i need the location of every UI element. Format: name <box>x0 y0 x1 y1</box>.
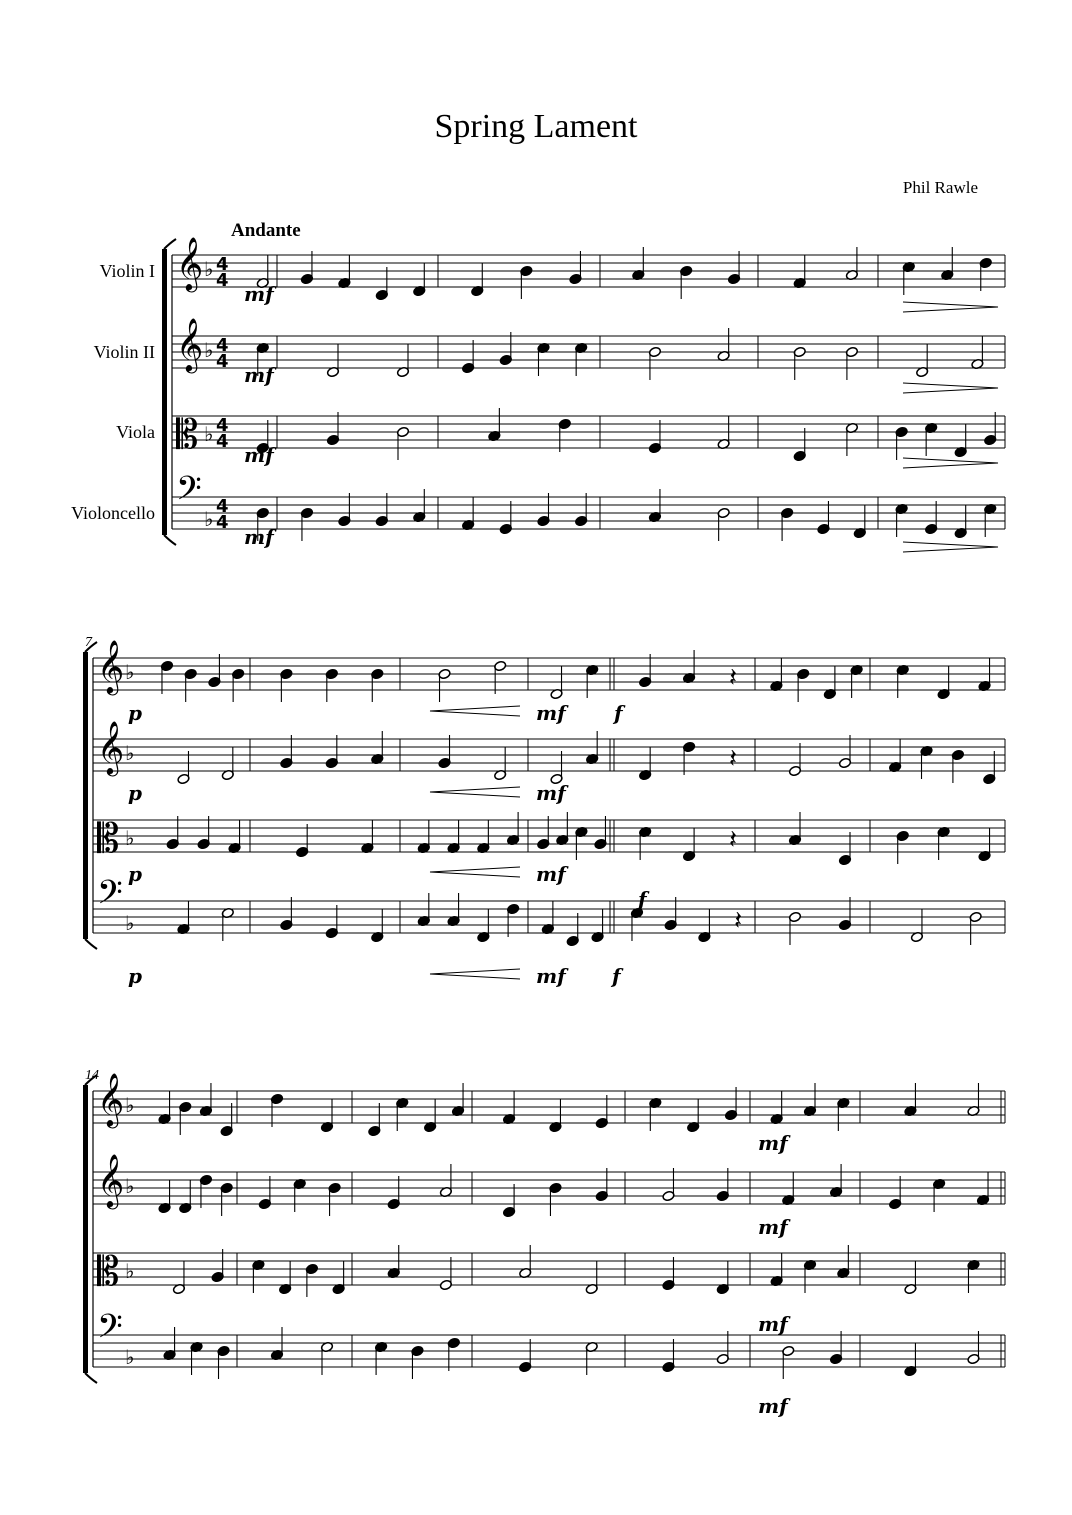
staff-2 <box>93 720 1005 776</box>
dynamic-mf: mf <box>536 862 566 886</box>
decrescendo-hairpin <box>903 542 998 552</box>
system-bracket <box>83 652 88 939</box>
bass-clef-icon: 𝄢 <box>176 470 202 516</box>
key-signature-flat-icon: ♭ <box>125 826 135 850</box>
key-signature-flat-icon: ♭ <box>204 422 214 446</box>
key-signature-flat-icon: ♭ <box>125 911 135 935</box>
treble-clef-icon: 𝄞 <box>97 639 125 693</box>
time-signature-numerator: 4 <box>216 415 229 436</box>
treble-clef-icon: 𝄞 <box>97 720 125 774</box>
staff-3 <box>93 1249 1005 1295</box>
system-1 <box>71 236 1005 545</box>
notes-layer <box>158 247 997 1379</box>
bracket-bottom-hook <box>85 1373 97 1383</box>
staff-2 <box>94 317 1005 373</box>
staff-4 <box>93 1308 1005 1369</box>
bracket-top-hook <box>164 239 176 249</box>
key-signature-flat-icon: ♭ <box>125 1174 135 1198</box>
staff-2 <box>93 1153 1005 1209</box>
time-signature-denominator: 4 <box>216 512 229 533</box>
crescendo-hairpin <box>430 867 520 877</box>
staff-1 <box>100 236 1005 292</box>
alto-clef-icon: 𝄡 <box>97 1249 120 1295</box>
dynamic-mf: mf <box>758 1394 788 1418</box>
key-signature-flat-icon: ♭ <box>125 1345 135 1369</box>
dynamic-mf: mf <box>244 363 274 387</box>
alto-clef-icon: 𝄡 <box>176 412 199 458</box>
system-bracket <box>162 249 167 535</box>
bass-clef-icon: 𝄢 <box>97 1308 123 1354</box>
time-signature-denominator: 4 <box>216 351 229 372</box>
quarter-rest-icon: 𝄽 <box>729 663 737 693</box>
instrument-name: Viola <box>116 422 155 442</box>
dynamic-p: p <box>128 964 142 988</box>
treble-clef-icon: 𝄞 <box>97 1153 125 1207</box>
system-bracket <box>83 1085 88 1373</box>
dynamic-p: p <box>128 781 142 805</box>
decrescendo-hairpin <box>903 383 998 393</box>
treble-clef-icon: 𝄞 <box>97 1072 125 1126</box>
instrument-name: Violin II <box>93 342 155 362</box>
score-title: Spring Lament <box>434 108 638 145</box>
dynamic-p: p <box>128 701 142 725</box>
bass-clef-icon: 𝄢 <box>97 874 123 920</box>
key-signature-flat-icon: ♭ <box>125 741 135 765</box>
time-signature-numerator: 4 <box>216 254 229 275</box>
dynamic-f: f <box>614 701 623 725</box>
systems-layer <box>71 220 1005 1418</box>
system-3 <box>83 1068 1005 1383</box>
dynamic-f: f <box>638 887 647 911</box>
composer-name: Phil Rawle <box>902 178 978 197</box>
dynamic-mf: mf <box>758 1131 788 1155</box>
crescendo-hairpin <box>430 706 520 716</box>
treble-clef-icon: 𝄞 <box>176 317 204 371</box>
instrument-name: Violin I <box>99 261 155 281</box>
dynamic-mf: mf <box>536 781 566 805</box>
staff-1 <box>93 1072 1005 1128</box>
bracket-bottom-hook <box>85 939 97 949</box>
key-signature-flat-icon: ♭ <box>125 1093 135 1117</box>
dynamic-mf: mf <box>244 525 274 549</box>
dynamic-p: p <box>128 862 142 886</box>
key-signature-flat-icon: ♭ <box>204 257 214 281</box>
time-signature-denominator: 4 <box>216 431 229 452</box>
quarter-rest-icon: 𝄽 <box>729 744 737 774</box>
measure-number: 14 <box>85 1068 99 1083</box>
dynamic-mf: mf <box>758 1215 788 1239</box>
dynamic-mf: mf <box>536 701 566 725</box>
crescendo-hairpin <box>430 969 520 979</box>
quarter-rest-icon: 𝄽 <box>729 825 737 855</box>
key-signature-flat-icon: ♭ <box>125 1259 135 1283</box>
treble-clef-icon: 𝄞 <box>176 236 204 290</box>
time-signature-denominator: 4 <box>216 270 229 291</box>
key-signature-flat-icon: ♭ <box>204 338 214 362</box>
dynamic-mf: mf <box>536 964 566 988</box>
measure-number: 7 <box>85 635 92 650</box>
dynamic-mf: mf <box>244 443 274 467</box>
time-signature-numerator: 4 <box>216 335 229 356</box>
decrescendo-hairpin <box>903 302 998 312</box>
dynamic-f: f <box>612 964 621 988</box>
quarter-rest-icon: 𝄽 <box>734 906 743 936</box>
dynamic-mf: mf <box>244 282 274 306</box>
crescendo-hairpin <box>430 787 520 797</box>
key-signature-flat-icon: ♭ <box>125 660 135 684</box>
alto-clef-icon: 𝄡 <box>97 816 120 862</box>
time-signature-numerator: 4 <box>216 496 229 517</box>
instrument-name: Violoncello <box>71 503 155 523</box>
staff-1 <box>93 639 1005 695</box>
dynamic-mf: mf <box>758 1312 788 1336</box>
staff-3 <box>93 816 1005 862</box>
bracket-bottom-hook <box>164 535 176 545</box>
key-signature-flat-icon: ♭ <box>204 507 214 531</box>
tempo-marking: Andante <box>231 220 301 241</box>
decrescendo-hairpin <box>903 458 998 468</box>
